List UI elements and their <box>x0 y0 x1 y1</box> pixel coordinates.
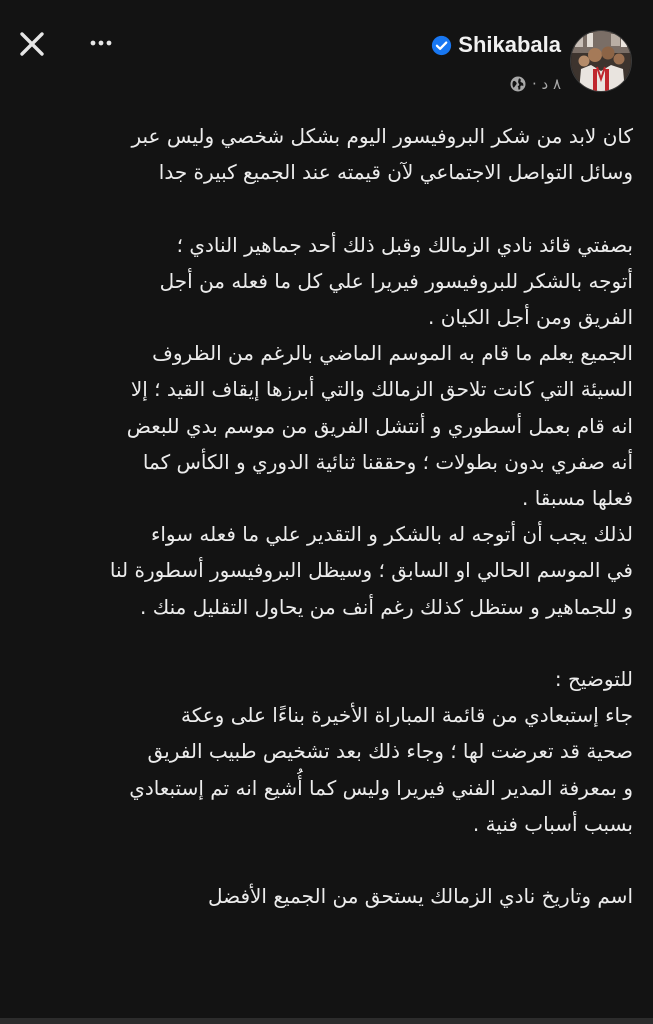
post-text-line: انه قام بعمل أسطوري و أنتشل الفريق من موسم بدي للبعض <box>126 413 633 438</box>
globe-icon[interactable] <box>510 76 526 92</box>
post-text-line: السيئة التي كانت تلاحق الزمالك والتي أبرزها إيقاف القيد ؛ إلا <box>130 377 633 402</box>
post-text-line: فعلها مسبقا . <box>521 486 633 511</box>
post-text-line: وسائل التواصل الاجتماعي لآن قيمته عند الجميع كبيرة جدا <box>158 160 633 185</box>
paragraph-gap <box>20 842 633 878</box>
post-timestamp[interactable]: ٨ د · <box>531 75 561 93</box>
post-meta <box>510 75 561 93</box>
post-text-line: أنه صفري بدون بطولات ؛ وحققنا ثنائية الدوري و الكأس كما <box>142 449 633 474</box>
close-icon <box>14 26 50 62</box>
post-text <box>20 118 633 914</box>
post-text-line: الفريق ومن أجل الكيان . <box>427 305 633 329</box>
post-text-line: بصفتي قائد نادي الزمالك وقبل ذلك أحد جماهير النادي ؛ <box>176 232 633 257</box>
close-button[interactable] <box>14 26 50 62</box>
post-text-line: للتوضيح : <box>554 667 633 692</box>
post-text-line: و بمعرفة المدير الفني فيريرا وليس كما أُشيع انه تم إستبعادي <box>129 775 633 800</box>
post-text-line: بسبب أسباب فنية . <box>472 811 633 836</box>
more-options-button[interactable] <box>84 26 118 60</box>
post-text-line: في الموسم الحالي او السابق ؛ وسيظل البروفيسور أسطورة لنا <box>109 558 633 583</box>
post-text-line: الجميع يعلم ما قام به الموسم الماضي بالرغم من الظروف <box>152 341 633 366</box>
paragraph-gap <box>20 625 633 661</box>
post-text-line: لذلك يجب أن أتوجه له بالشكر و التقدير علي ما فعله سواء <box>150 522 633 547</box>
post-text-line: و للجماهير و ستظل كذلك رغم أنف من يحاول التقليل منك . <box>140 594 633 619</box>
post-text-line: أتوجه بالشكر للبروفيسور فيريرا علي كل ما فعله من أجل <box>159 268 633 293</box>
paragraph-gap <box>20 190 633 226</box>
more-options-icon <box>84 26 118 60</box>
post-text-line: اسم وتاريخ نادي الزمالك يستحق من الجميع الأفضل <box>207 884 633 909</box>
avatar-image <box>571 31 631 91</box>
author-name[interactable]: Shikabala <box>458 32 561 57</box>
verified-badge-icon <box>431 35 452 56</box>
post-text-line: كان لابد من شكر البروفيسور اليوم بشكل شخصي وليس عبر <box>131 124 633 148</box>
post-header <box>0 0 653 110</box>
author-row <box>431 32 561 58</box>
post-text-line: صحية قد تعرضت لها ؛ وجاء ذلك بعد تشخيص طبيب الفريق <box>147 739 633 764</box>
post-text-line: جاء إستبعادي من قائمة المباراة الأخيرة بناءًا على وعكة <box>180 703 633 728</box>
bottom-edge <box>0 1018 653 1024</box>
avatar[interactable] <box>570 30 632 92</box>
